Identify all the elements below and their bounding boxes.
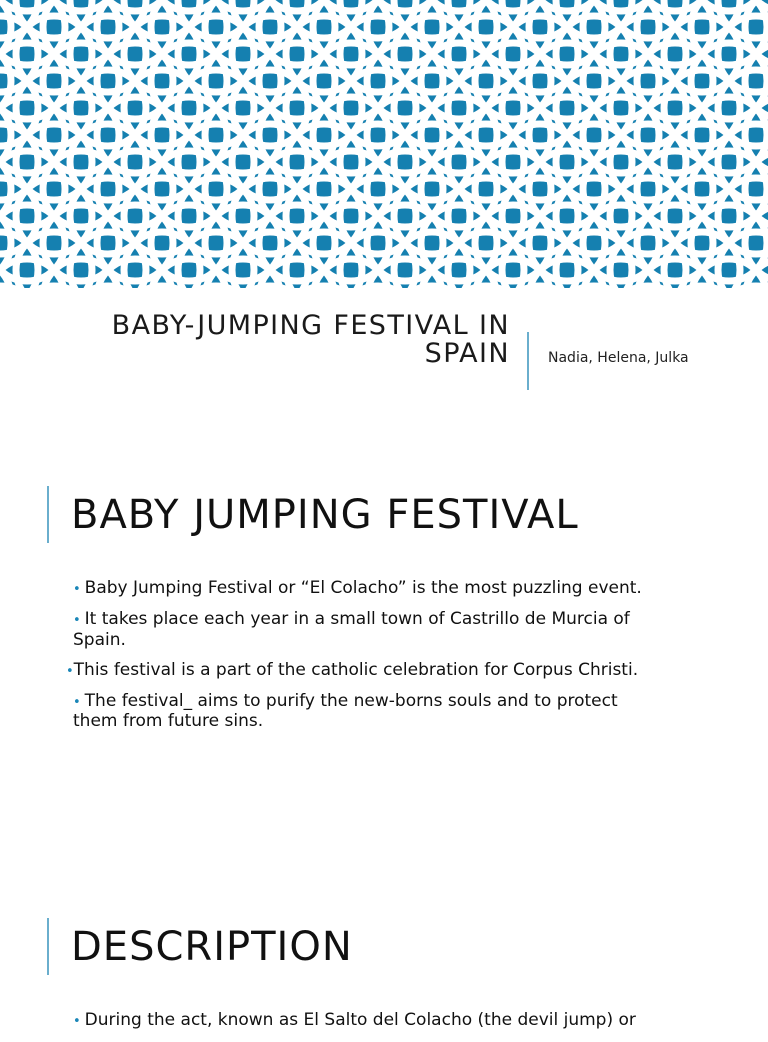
- circle-pattern-graphic: [0, 0, 768, 288]
- authors-text: Nadia, Helena, Julka: [548, 350, 689, 366]
- title-line-1: BABY-JUMPING FESTIVAL IN: [111, 310, 510, 341]
- title-divider: [527, 332, 529, 390]
- list-item-text: The festival_ aims to purify the new-borns souls and to protect: [84, 690, 618, 711]
- heading-accent-bar: [47, 918, 49, 975]
- list-item: [66, 610, 666, 650]
- pattern-banner: [0, 0, 768, 288]
- list-item-text-continued: them from future sins.: [73, 711, 264, 731]
- list-item-text: It takes place each year in a small town of Castrillo de Murcia of: [84, 609, 630, 629]
- bullet-icon: •: [73, 1014, 81, 1029]
- bullet-icon: •: [73, 613, 81, 628]
- list-item: [66, 692, 666, 732]
- list-item-text: During the act, known as El Salto del Colacho (the devil jump) or: [84, 1010, 636, 1030]
- bullet-icon: •: [73, 582, 81, 597]
- bullet-list: [66, 1011, 666, 1042]
- bullet-icon: •: [73, 694, 81, 710]
- list-item-text: Baby Jumping Festival or “El Colacho” is the most puzzling event.: [84, 578, 642, 598]
- list-item: [66, 579, 666, 600]
- list-item: [66, 1011, 666, 1032]
- list-item-text-continued: Spain.: [73, 629, 126, 650]
- presentation-title: [40, 312, 510, 368]
- bullet-list: [66, 579, 666, 742]
- bullet-icon: •: [66, 663, 74, 679]
- heading-accent-bar: [47, 486, 49, 543]
- list-item-text: This festival is a part of the catholic celebration for Corpus Christi.: [73, 659, 639, 680]
- slide-heading: DESCRIPTION: [71, 924, 353, 970]
- slide-heading: BABY JUMPING FESTIVAL: [71, 492, 579, 538]
- title-line-2: SPAIN: [424, 338, 510, 369]
- list-item: [66, 661, 666, 682]
